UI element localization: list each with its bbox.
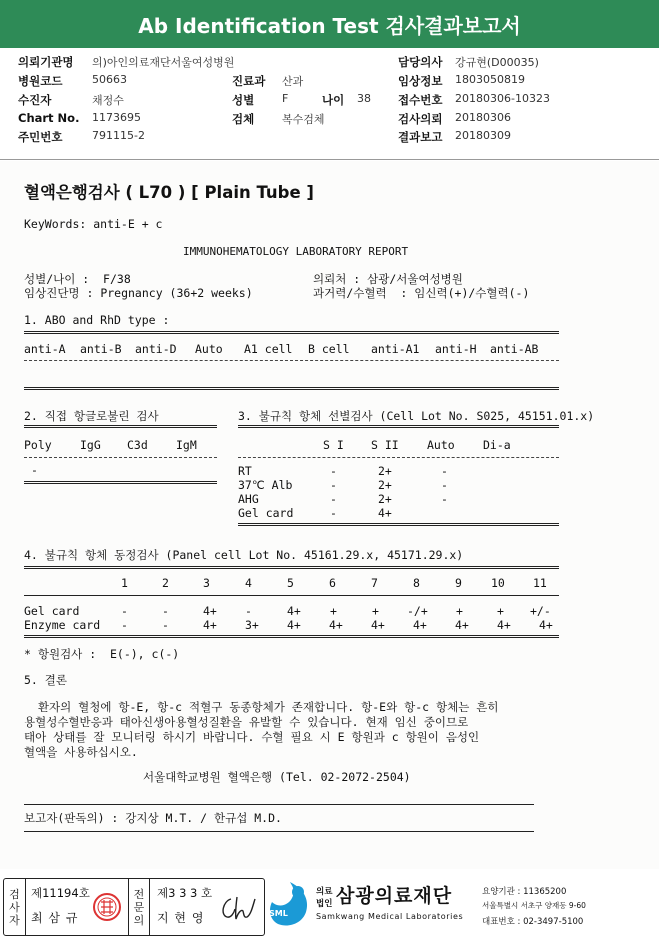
- doctor-label: 담당의사: [398, 55, 443, 69]
- sex-value: F: [282, 92, 289, 105]
- abo-header: Auto: [195, 342, 223, 356]
- examinee-value: 채정수: [92, 94, 124, 107]
- org-code: 요양기관 : 11365200: [482, 887, 567, 897]
- panel-cell: -: [121, 618, 128, 632]
- screen-header: S I: [323, 438, 344, 452]
- screen-rule-top: [238, 425, 559, 428]
- org-name-en: Samkwang Medical Laboratories: [316, 912, 464, 921]
- screen-cell: 2+: [378, 478, 392, 492]
- report-date-value: 20180309: [455, 129, 511, 142]
- sml-logo-icon: [268, 880, 312, 930]
- panel-cell: +: [497, 604, 504, 618]
- age-label: 나이: [322, 93, 345, 107]
- panel-cell: +: [330, 604, 337, 618]
- panel-rule-top: [24, 566, 559, 569]
- dat-header: C3d: [127, 438, 148, 452]
- receipt-no-label: 접수번호: [398, 93, 443, 107]
- resident-no-label: 주민번호: [18, 130, 63, 144]
- screen-title: 3. 불규칙 항체 선별검사 (Cell Lot No. S025, 45151.01.x): [238, 409, 595, 423]
- org-phone: 대표번호 : 02-3497-5100: [482, 917, 584, 927]
- clinical-value: 1803050819: [455, 73, 525, 86]
- tester-label: 검사자: [4, 879, 26, 935]
- panel-header: 1: [121, 576, 128, 590]
- screen-rule-bottom: [238, 523, 559, 526]
- conclusion-line: 태아 상태를 잘 모니터링 하시기 바랍니다. 수혈 필요 시 E 항원과 c 항원이 음성인: [24, 730, 480, 744]
- screen-cell: -: [441, 464, 448, 478]
- screen-header: Auto: [427, 438, 455, 452]
- panel-cell: 4+: [371, 618, 385, 632]
- panel-cell: -/+: [407, 604, 428, 618]
- screen-row-label: AHG: [238, 492, 259, 506]
- lab-title: IMMUNOHEMATOLOGY LABORATORY REPORT: [183, 245, 409, 258]
- panel-cell: +/-: [530, 604, 551, 618]
- screen-cell: -: [330, 492, 337, 506]
- abo-header: anti-A: [24, 342, 66, 356]
- dat-rule-mid: [24, 457, 217, 458]
- abo-header: anti-H: [435, 342, 477, 356]
- panel-cell: 4+: [539, 618, 553, 632]
- panel-rule-bottom: [24, 635, 559, 638]
- blood-bank-line: 서울대학교병원 혈액은행 (Tel. 02-2072-2504): [143, 770, 411, 784]
- chart-no-value: 1173695: [92, 111, 141, 124]
- test-request-value: 20180306: [455, 111, 511, 124]
- screen-header: S II: [371, 438, 399, 452]
- specialist-license-no: 제3 3 3 호: [157, 886, 213, 900]
- panel-header: 6: [329, 576, 336, 590]
- specimen-label: 검체: [232, 112, 255, 126]
- screen-cell: 4+: [378, 506, 392, 520]
- org-prefix-bottom: 법인: [316, 899, 333, 909]
- dat-header: Poly: [24, 438, 52, 452]
- signature-box: [3, 878, 265, 936]
- hospital-code-value: 50663: [92, 73, 127, 86]
- panel-cell: 3+: [245, 618, 259, 632]
- abo-header: anti-B: [80, 342, 122, 356]
- dat-rule-top: [24, 425, 217, 428]
- panel-row-label: Gel card: [24, 604, 80, 618]
- history-line: 과거력/수혈력 : 임신력(+)/수혈력(-): [313, 286, 530, 300]
- requester-value: 의)아인의료재단서울여성병원: [92, 56, 235, 69]
- scanned-report: [0, 161, 659, 869]
- panel-header: 8: [413, 576, 420, 590]
- requester-label: 의뢰기관명: [18, 55, 74, 69]
- abo-rule-top: [24, 331, 559, 334]
- requester-line: 의뢰처 : 삼광/서울여성병원: [313, 272, 463, 286]
- panel-row-label: Enzyme card: [24, 618, 101, 632]
- panel-header: 5: [287, 576, 294, 590]
- signature-icon: [217, 891, 259, 925]
- sex-age-line: 성별/나이 : F/38: [24, 272, 131, 286]
- abo-header: B cell: [308, 342, 350, 356]
- org-prefix-top: 의료: [316, 887, 333, 897]
- examinee-label: 수진자: [18, 93, 52, 107]
- sex-label: 성별: [232, 93, 255, 107]
- hospital-code-label: 병원코드: [18, 74, 63, 88]
- tester-seal-icon: [92, 892, 122, 922]
- conclusion-line: 환자의 혈청에 항-E, 항-c 적혈구 동종항체가 존재합니다. 항-E와 항-c 항체는 흔히: [24, 700, 499, 714]
- report-date-label: 결과보고: [398, 130, 443, 144]
- dat-rule-bottom: [24, 481, 217, 484]
- screen-cell: -: [330, 506, 337, 520]
- panel-cell: 4+: [203, 604, 217, 618]
- tester-license-no: 제11194호: [31, 886, 90, 900]
- conclusion-line: 혈액을 사용하십시오.: [24, 745, 138, 759]
- screen-cell: 2+: [378, 492, 392, 506]
- reporter-line: 보고자(판독의) : 강지상 M.T. / 한규섭 M.D.: [24, 811, 282, 825]
- panel-header: 11: [533, 576, 547, 590]
- panel-rule-mid: [24, 595, 559, 596]
- screen-row-label: 37℃ Alb: [238, 478, 293, 492]
- reporter-rule-bottom: [24, 831, 534, 832]
- screen-cell: -: [441, 492, 448, 506]
- abo-rule-mid: [24, 360, 559, 361]
- panel-header: 7: [371, 576, 378, 590]
- panel-cell: 4+: [329, 618, 343, 632]
- panel-header: 3: [203, 576, 210, 590]
- panel-title: 4. 불규칙 항체 동정검사 (Panel cell Lot No. 45161.29.x, 45171.29.x): [24, 548, 464, 562]
- dat-value: -: [31, 463, 38, 477]
- panel-cell: -: [162, 618, 169, 632]
- panel-cell: 4+: [497, 618, 511, 632]
- abo-header: A1 cell: [244, 342, 293, 356]
- screen-row-label: RT: [238, 464, 252, 478]
- org-address: 서울특별시 서초구 양재동 9-60: [482, 901, 586, 910]
- panel-cell: 4+: [413, 618, 427, 632]
- panel-header: 4: [245, 576, 252, 590]
- reporter-rule-top: [24, 804, 534, 805]
- dat-title: 2. 직접 항글로불린 검사: [24, 409, 159, 423]
- screen-cell: -: [330, 464, 337, 478]
- screen-row-label: Gel card: [238, 506, 294, 520]
- age-value: 38: [357, 92, 371, 105]
- dat-header: IgM: [176, 438, 197, 452]
- panel-cell: -: [162, 604, 169, 618]
- screen-cell: -: [441, 478, 448, 492]
- screen-cell: -: [330, 478, 337, 492]
- panel-header: 9: [455, 576, 462, 590]
- specialist-label: 전문의: [128, 879, 150, 935]
- test-request-label: 검사의뢰: [398, 112, 443, 126]
- screen-header: Di-a: [483, 438, 511, 452]
- panel-cell: -: [245, 604, 252, 618]
- keywords: KeyWords: anti-E + c: [24, 217, 163, 231]
- specialist-name: 지 현 영: [157, 911, 205, 925]
- department-value: 산과: [282, 75, 304, 88]
- report-title: Ab Identification Test 검사결과보고서: [0, 0, 659, 48]
- panel-cell: 4+: [455, 618, 469, 632]
- panel-cell: 4+: [203, 618, 217, 632]
- screen-rule-mid: [238, 457, 559, 458]
- resident-no-value: 791115-2: [92, 129, 145, 142]
- panel-cell: 4+: [287, 618, 301, 632]
- clinical-label: 임상정보: [398, 74, 443, 88]
- screen-cell: 2+: [378, 464, 392, 478]
- abo-rule-bottom: [24, 387, 559, 390]
- department-label: 진료과: [232, 74, 266, 88]
- panel-cell: -: [121, 604, 128, 618]
- panel-cell: +: [456, 604, 463, 618]
- panel-cell: +: [372, 604, 379, 618]
- sml-logo-text: SML: [269, 909, 288, 918]
- abo-header: anti-D: [135, 342, 177, 356]
- conclusion-line: 용혈성수혈반응과 태아신생아용혈성질환을 유발할 수 있습니다. 현재 임신 중이므로: [24, 715, 469, 729]
- footer: [0, 870, 659, 941]
- chart-no-label: Chart No.: [18, 111, 80, 125]
- abo-title: 1. ABO and RhD type :: [24, 313, 170, 327]
- receipt-no-value: 20180306-10323: [455, 92, 550, 105]
- doctor-value: 강규현(D00035): [455, 56, 539, 69]
- abo-header: anti-A1: [371, 342, 420, 356]
- diagnosis-line: 임상진단명 : Pregnancy (36+2 weeks): [24, 286, 253, 300]
- tester-name: 최 삼 규: [31, 911, 79, 925]
- report-heading: 혈액은행검사 ( L70 ) [ Plain Tube ]: [24, 183, 314, 202]
- specimen-value: 복수검체: [282, 113, 325, 126]
- panel-cell: 4+: [287, 604, 301, 618]
- org-name: 삼광의료재단: [336, 885, 453, 907]
- panel-header: 2: [162, 576, 169, 590]
- conclusion-title: 5. 결론: [24, 673, 67, 687]
- panel-header: 10: [491, 576, 505, 590]
- dat-header: IgG: [80, 438, 101, 452]
- abo-header: anti-AB: [490, 342, 539, 356]
- patient-info: [0, 48, 659, 160]
- antigen-line: * 항원검사 : E(-), c(-): [24, 647, 180, 661]
